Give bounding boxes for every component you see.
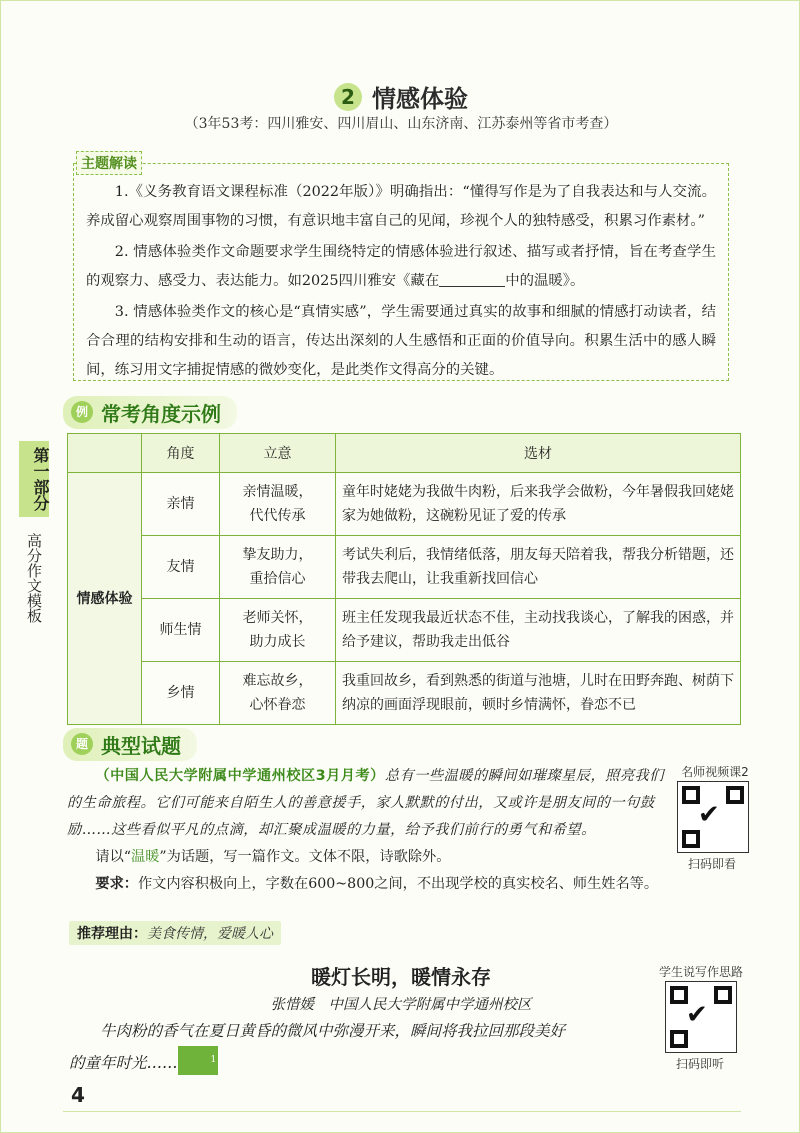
idea-cell <box>220 662 336 725</box>
exam-title-pill <box>63 728 197 761</box>
exam-question <box>67 763 667 898</box>
reason-label: 推荐理由： <box>77 926 147 942</box>
material-cell: 考试失利后，我情绪低落，朋友每天陪着我，帮我分析错题，还带我去爬山，让我重新找回信心 <box>336 536 741 599</box>
qr-corner <box>682 830 700 848</box>
exam-prompt <box>67 763 667 844</box>
reason-text: 美食传情，爱暖人心 <box>147 926 273 942</box>
theme-paragraph-2-after: 中的温暖》。 <box>505 273 585 289</box>
theme-paragraph-3: 3. 情感体验类作文的核心是“真情实感”，学生需要通过真实的故事和细腻的情感打动读者，结合合理的结构安排和生动的语言，传达出深刻的人生感悟和正面的价值导向。积累生活中的感人瞬间，练习用文字捕捉情感的微妙变化，是此类作文得高分的关键。 <box>86 304 716 378</box>
idea-line: 代代传承 <box>249 508 306 524</box>
essay-text: 牛肉粉的香气在夏日黄昏的微风中弥漫开来，瞬间将我拉回那段美好的童年时光…… <box>69 1022 566 1073</box>
audio-qr-caption: 扫码即听 <box>675 1057 724 1071</box>
exam-requirement <box>67 871 667 898</box>
idea-cell <box>220 599 336 662</box>
essay-title: 暖灯长明，暖情永存 <box>311 965 491 989</box>
fill-blank <box>439 272 505 287</box>
idea-line: 助力成长 <box>249 634 306 650</box>
table-row <box>68 662 741 725</box>
table-header: 角度 <box>142 434 220 473</box>
material-cell: 童年时姥姥为我做牛肉粉，后来我学会做粉，今年暑假我回姥姥家为她做粉，这碗粉见证了爱的传承 <box>336 473 741 536</box>
video-qr-caption: 扫码即看 <box>687 857 736 871</box>
check-icon: ✔ <box>686 1000 708 1030</box>
table-header: 立意 <box>220 434 336 473</box>
exam-source: （中国人民大学附属中学通州校区3月月考） <box>95 768 385 784</box>
qr-corner <box>670 1030 688 1048</box>
audio-qr-code[interactable] <box>665 981 737 1053</box>
idea-line: 难忘故乡， <box>242 673 313 689</box>
example-icon: 例 <box>71 401 93 423</box>
theme-box <box>73 163 729 381</box>
table-header: 选材 <box>336 434 741 473</box>
essay-paragraph <box>69 1017 569 1078</box>
idea-cell <box>220 473 336 536</box>
task-word: 温暖 <box>131 849 160 865</box>
requirement-text: 作文内容积极向上，字数在600~800之间，不出现学校的真实校名、师生姓名等。 <box>137 876 659 892</box>
video-qr-code[interactable] <box>677 781 749 853</box>
theme-paragraph-2 <box>86 238 716 296</box>
angles-title-pill <box>63 396 237 429</box>
exam-icon: 题 <box>71 733 93 755</box>
exam-section-title <box>63 729 197 759</box>
check-icon: ✔ <box>698 800 720 830</box>
theme-tag: 主题解读 <box>76 151 142 175</box>
table-row <box>68 473 741 536</box>
material-cell: 班主任发现我最近状态不佳，主动找我谈心，了解我的困惑，并给予建议，帮助我走出低谷 <box>336 599 741 662</box>
category-cell: 情感体验 <box>68 473 142 725</box>
exam-title-text: 典型试题 <box>101 733 181 758</box>
table-row <box>68 599 741 662</box>
idea-line: 老师关怀， <box>242 610 313 626</box>
audio-qr-label: 学生说写作思路 <box>658 965 743 979</box>
table-header-row <box>68 434 741 473</box>
idea-line: 心怀眷恋 <box>249 697 306 713</box>
material-cell: 我重回故乡，看到熟悉的街道与池塘，儿时在田野奔跑、树荫下纳凉的画面浮现眼前，顿时乡情满怀，眷恋不已 <box>336 662 741 725</box>
exam-task <box>67 844 667 871</box>
angles-title-text: 常考角度示例 <box>101 401 221 426</box>
exam-prompt-text: 总有一些温暖的瞬间如璀璨星辰，照亮我们的生命旅程。它们可能来自陌生人的善意援手，家人默默的付出，又或许是朋友间的一句鼓励……这些看似平凡的点滴，却汇聚成温暖的力量，给予我们前行的勇气和希望。 <box>67 768 664 838</box>
idea-line: 重拾信心 <box>249 571 306 587</box>
table-row <box>68 536 741 599</box>
angle-cell: 亲情 <box>142 473 220 536</box>
recommend-reason <box>69 921 281 945</box>
sidebar-name: 高分作文模板 <box>25 533 43 623</box>
idea-cell <box>220 536 336 599</box>
task-post: ”为话题，写一篇作文。文体不限，诗歌除外。 <box>159 849 451 865</box>
sidebar <box>17 441 51 631</box>
section-number: 2 <box>334 83 362 111</box>
annotation-marker: 1 <box>178 1046 219 1075</box>
theme-paragraph-1: 1.《义务教育语文课程标准（2022年版）》明确指出：“懂得写作是为了自我表达和与人交流。养成留心观察周围事物的习惯，有意识地丰富自己的见闻，珍视个人的独特感受，积累习作素材。” <box>86 184 716 229</box>
idea-line: 亲情温暖， <box>242 484 313 500</box>
angles-section-title <box>63 397 237 427</box>
requirement-label: 要求： <box>95 876 138 892</box>
angle-cell: 乡情 <box>142 662 220 725</box>
theme-paragraph-2-text: 2. 情感体验类作文命题要求学生围绕特定的情感体验进行叙述、描写或者抒情，旨在考查学生的观察力、感受力、表达能力。如2025四川雅安《藏在 <box>86 244 716 289</box>
idea-line: 挚友助力， <box>242 547 313 563</box>
exam-info: （3年53考：四川雅安、四川眉山、山东济南、江苏泰州等省市考查） <box>184 116 618 132</box>
task-pre: 请以“ <box>95 849 132 865</box>
video-qr-label: 名师视频课2 <box>681 765 749 779</box>
essay-body <box>69 1017 569 1078</box>
page-divider <box>63 1111 741 1112</box>
table-header-blank <box>68 434 142 473</box>
page-number: 4 <box>71 1083 85 1107</box>
angle-cell: 师生情 <box>142 599 220 662</box>
qr-corner <box>714 986 732 1004</box>
essay-author: 张惜媛 中国人民大学附属中学通州校区 <box>270 997 532 1013</box>
section-title: 情感体验 <box>372 85 468 113</box>
sidebar-part: 第一部分 <box>19 441 49 517</box>
angles-table <box>67 433 741 725</box>
section-heading <box>1 79 800 114</box>
qr-corner <box>726 786 744 804</box>
angle-cell: 友情 <box>142 536 220 599</box>
